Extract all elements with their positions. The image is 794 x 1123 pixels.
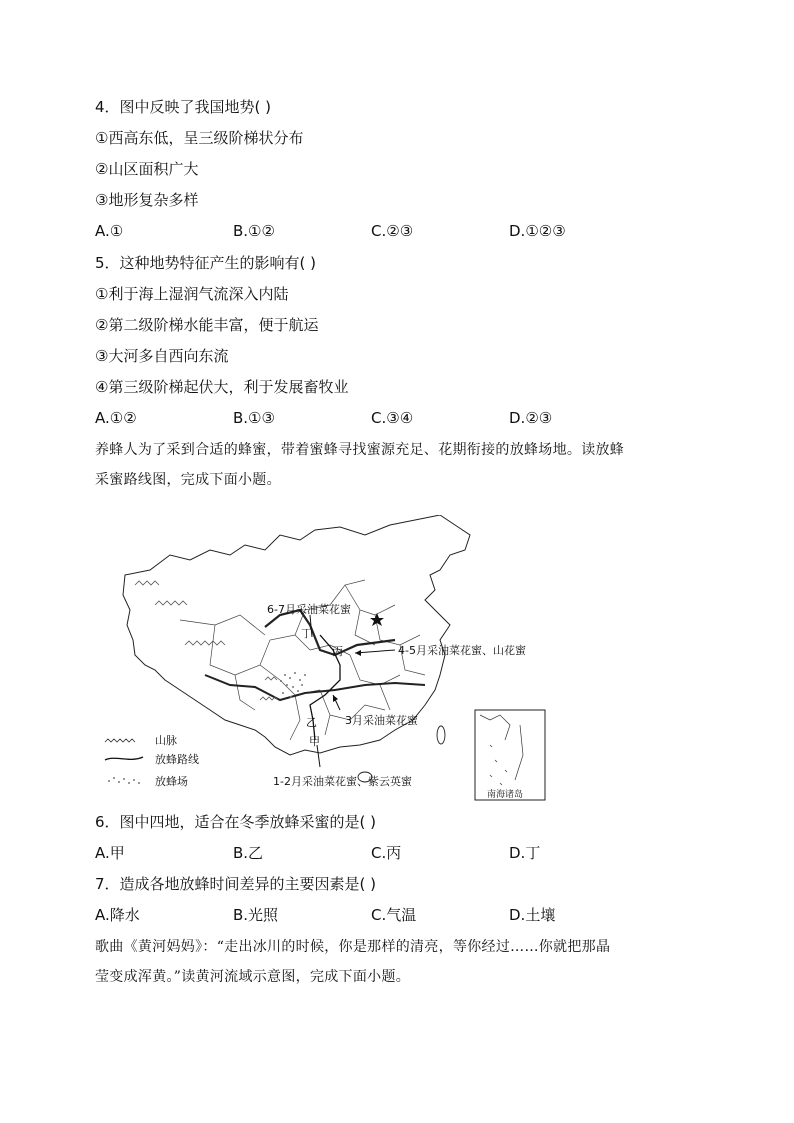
q5-item-4: ④第三级阶梯起伏大，利于发展畜牧业 bbox=[95, 378, 349, 396]
q6-stem: 6．图中四地，适合在冬季放蜂采蜜的是( ) bbox=[95, 813, 377, 831]
label-jan-feb: 1-2月采油菜花蜜、紫云英蜜 bbox=[273, 775, 412, 788]
legend-route-icon bbox=[105, 757, 143, 760]
q4-item-3: ③地形复杂多样 bbox=[95, 191, 199, 209]
q4-option-d: D.①②③ bbox=[509, 222, 566, 240]
q5-item-3: ③大河多自西向东流 bbox=[95, 347, 229, 365]
legend-route-label: 放蜂路线 bbox=[155, 753, 199, 766]
label-jun-jul: 6-7月采油菜花蜜 bbox=[267, 603, 351, 616]
inset-label: 南海诸岛 bbox=[486, 790, 524, 800]
q4-option-c: C.②③ bbox=[371, 222, 414, 240]
intro-2-line-1: 歌曲《黄河妈妈》：“走出冰川的时候，你是那样的清亮，等你经过……你就把那晶 bbox=[95, 939, 611, 955]
q4-option-a: A.① bbox=[95, 222, 124, 240]
q7-option-d: D.土壤 bbox=[509, 906, 556, 924]
legend-mountain-icon bbox=[105, 739, 135, 742]
legend-site-label: 放蜂场 bbox=[155, 775, 188, 788]
legend-site-icon bbox=[108, 777, 140, 784]
q5-item-1: ①利于海上湿润气流深入内陆 bbox=[95, 285, 289, 303]
q4-item-1: ①西高东低，呈三级阶梯状分布 bbox=[95, 129, 304, 147]
q4-stem: 4．图中反映了我国地势( ) bbox=[95, 98, 272, 116]
q5-item-2: ②第二级阶梯水能丰富，便于航运 bbox=[95, 316, 319, 334]
intro-1-line-1: 养蜂人为了采到合适的蜂蜜，带着蜜蜂寻找蜜源充足、花期衔接的放蜂场地。读放蜂 bbox=[95, 442, 625, 458]
label-apr-may: 4-5月采油菜花蜜、山花蜜 bbox=[398, 644, 526, 657]
label-mar: 3月采油菜花蜜 bbox=[345, 714, 418, 727]
q5-stem: 5．这种地势特征产生的影响有( ) bbox=[95, 254, 317, 272]
q7-option-c: C.气温 bbox=[371, 906, 417, 924]
q5-option-b: B.①③ bbox=[233, 409, 275, 427]
mountain-ranges bbox=[135, 581, 278, 700]
label-yi: 乙 bbox=[306, 716, 317, 729]
q7-option-b: B.光照 bbox=[233, 906, 279, 924]
label-jia: 甲 bbox=[309, 735, 320, 748]
arrow-jan-feb bbox=[317, 745, 320, 767]
q4-option-b: B.①② bbox=[233, 222, 275, 240]
q7-stem: 7．造成各地放蜂时间差异的主要因素是( ) bbox=[95, 875, 377, 893]
q6-option-b: B.乙 bbox=[233, 844, 264, 862]
beekeeping-route-map bbox=[95, 515, 550, 805]
taiwan-island bbox=[437, 726, 445, 744]
q4-item-2: ②山区面积广大 bbox=[95, 160, 199, 178]
label-ding: 丁 bbox=[301, 627, 312, 640]
label-bing: 丙 bbox=[332, 645, 343, 658]
intro-1-line-2: 采蜜路线图，完成下面小题。 bbox=[95, 472, 281, 488]
q5-option-d: D.②③ bbox=[509, 409, 553, 427]
south-china-sea-inset bbox=[475, 710, 545, 800]
legend-mountain-label: 山脉 bbox=[155, 734, 177, 747]
intro-2-line-2: 莹变成浑黄。”读黄河流域示意图，完成下面小题。 bbox=[95, 969, 411, 985]
q7-option-a: A.降水 bbox=[95, 906, 140, 924]
q6-option-c: C.丙 bbox=[371, 844, 402, 862]
q5-option-a: A.①② bbox=[95, 409, 137, 427]
q6-option-a: A.甲 bbox=[95, 844, 125, 862]
q6-option-d: D.丁 bbox=[509, 844, 541, 862]
q5-option-c: C.③④ bbox=[371, 409, 414, 427]
